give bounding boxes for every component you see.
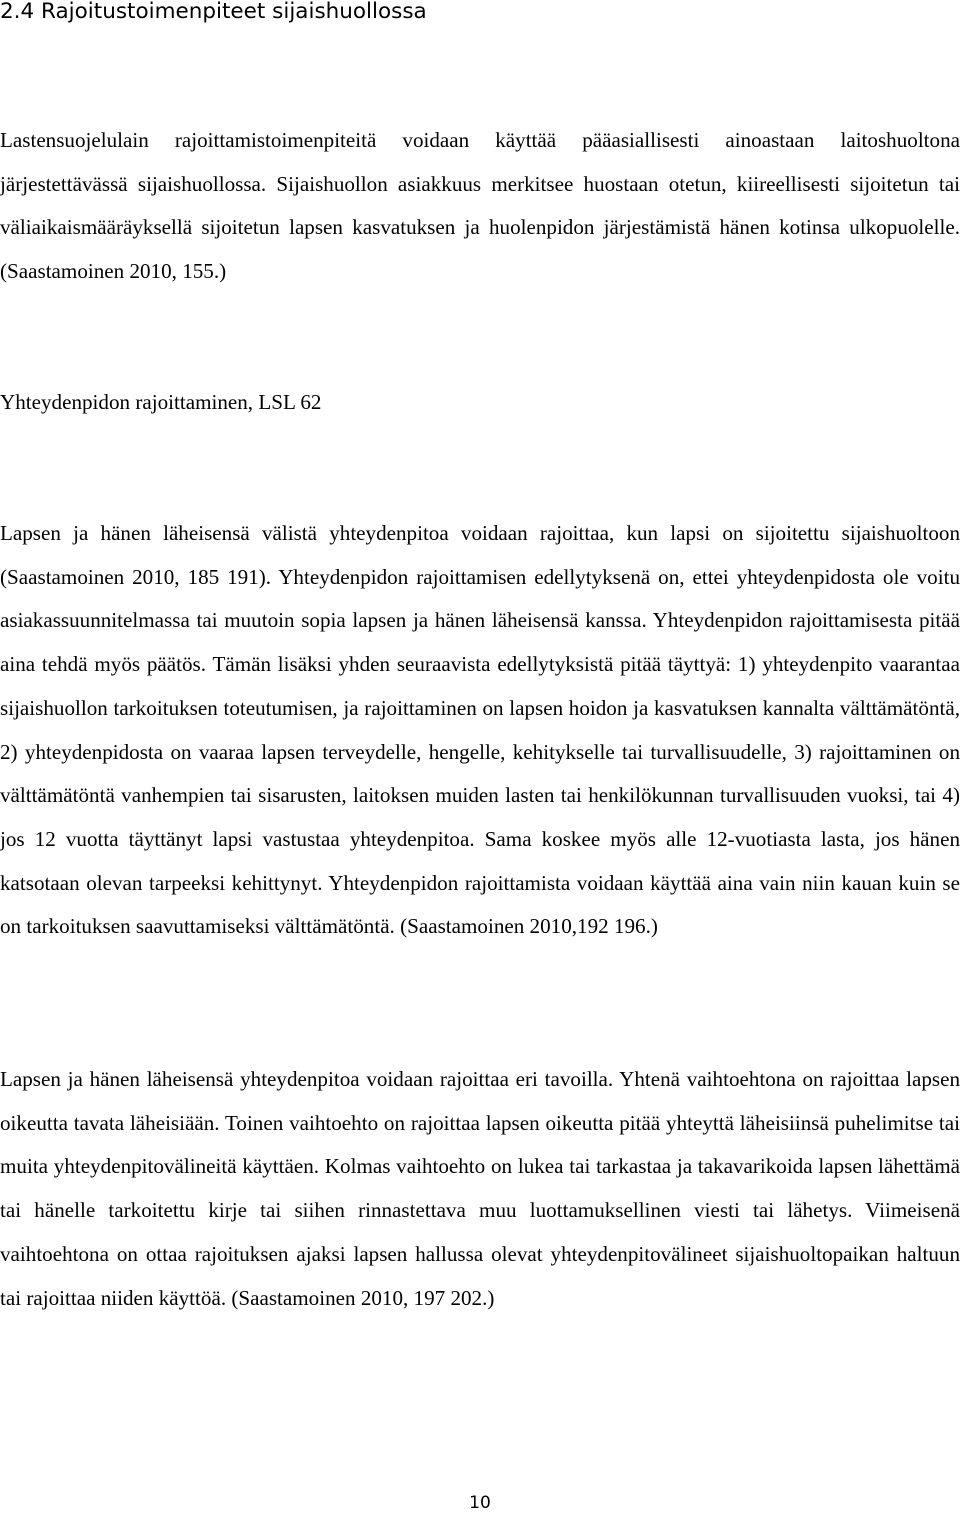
restriction-methods-paragraph: Lapsen ja hänen läheisensä yhteydenpitoa voidaan rajoittaa eri tavoilla. Yhtenä vaihtoehtona on rajoittaa lapsen oikeutta tavata läheisiään. Toinen vaihtoehto on rajoittaa lapsen oikeutta pitää yhteyttä läheisiinsä puhelimitse tai muita yhteydenpitovälineitä käyttäen. Kolmas vaihtoehto on lukea tai tarkastaa ja takavarikoida lapsen lähettämä tai hänelle tarkoitettu kirje tai siihen rinnastettava muu luottamuksellinen viesti tai lähetys. Viimeisenä vaihtoehtona on ottaa rajoituksen ajaksi lapsen hallussa olevat yhteydenpitovälineet sijaishuoltopaikan haltuun tai rajoittaa niiden käyttöä. (Saastamoinen 2010, 197 202.) xyxy=(0,1067,960,1310)
restriction-conditions-paragraph: Lapsen ja hänen läheisensä välistä yhteydenpitoa voidaan rajoittaa, kun lapsi on sijoitettu sijaishuoltoon (Saastamoinen 2010, 185 191). Yhteydenpidon rajoittamisen edellytyksenä on, ettei yhteydenpidosta ole voitu asiakassuunnitelmassa tai muutoin sopia lapsen ja hänen läheisensä kanssa. Yhteydenpidon rajoittamisesta pitää aina tehdä myös päätös. Tämän lisäksi yhden seuraavista edellytyksistä pitää täyttyä: 1) yhteydenpito vaarantaa sijaishuollon tarkoituksen toteutumisen, ja rajoittaminen on lapsen hoidon ja kasvatuksen kannalta välttämätöntä, 2) yhteydenpidosta on vaaraa lapsen terveydelle, hengelle, kehitykselle tai turvallisuudelle, 3) rajoittaminen on välttämätöntä vanhempien tai sisarusten, laitoksen muiden lasten tai henkilökunnan turvallisuuden vuoksi, tai 4) jos 12 vuotta täyttänyt lapsi vastustaa yhteydenpitoa. Sama koskee myös alle 12-vuotiasta lasta, jos hänen katsotaan olevan tarpeeksi kehittynyt. Yhteydenpidon rajoittamista voidaan käyttää aina vain niin kauan kuin se on tarkoituksen saavuttamiseksi välttämätöntä. (Saastamoinen 2010,192 196.) xyxy=(0,521,960,939)
page-number: 10 xyxy=(469,1493,491,1513)
section-heading: 2.4 Rajoitustoimenpiteet sijaishuollossa xyxy=(0,0,427,24)
subheading: Yhteydenpidon rajoittaminen, LSL 62 xyxy=(0,390,322,414)
intro-paragraph: Lastensuojelulain rajoittamistoimenpiteitä voidaan käyttää pääasiallisesti ainoastaan laitoshuoltona järjestettävässä sijaishuollossa. Sijaishuollon asiakkuus merkitsee huostaan otetun, kiireellisesti sijoitetun tai väliaikaismääräyksellä sijoitetun lapsen kasvatuksen ja huolenpidon järjestämistä hänen kotinsa ulkopuolelle. (Saastamoinen 2010, 155.) xyxy=(0,128,960,284)
